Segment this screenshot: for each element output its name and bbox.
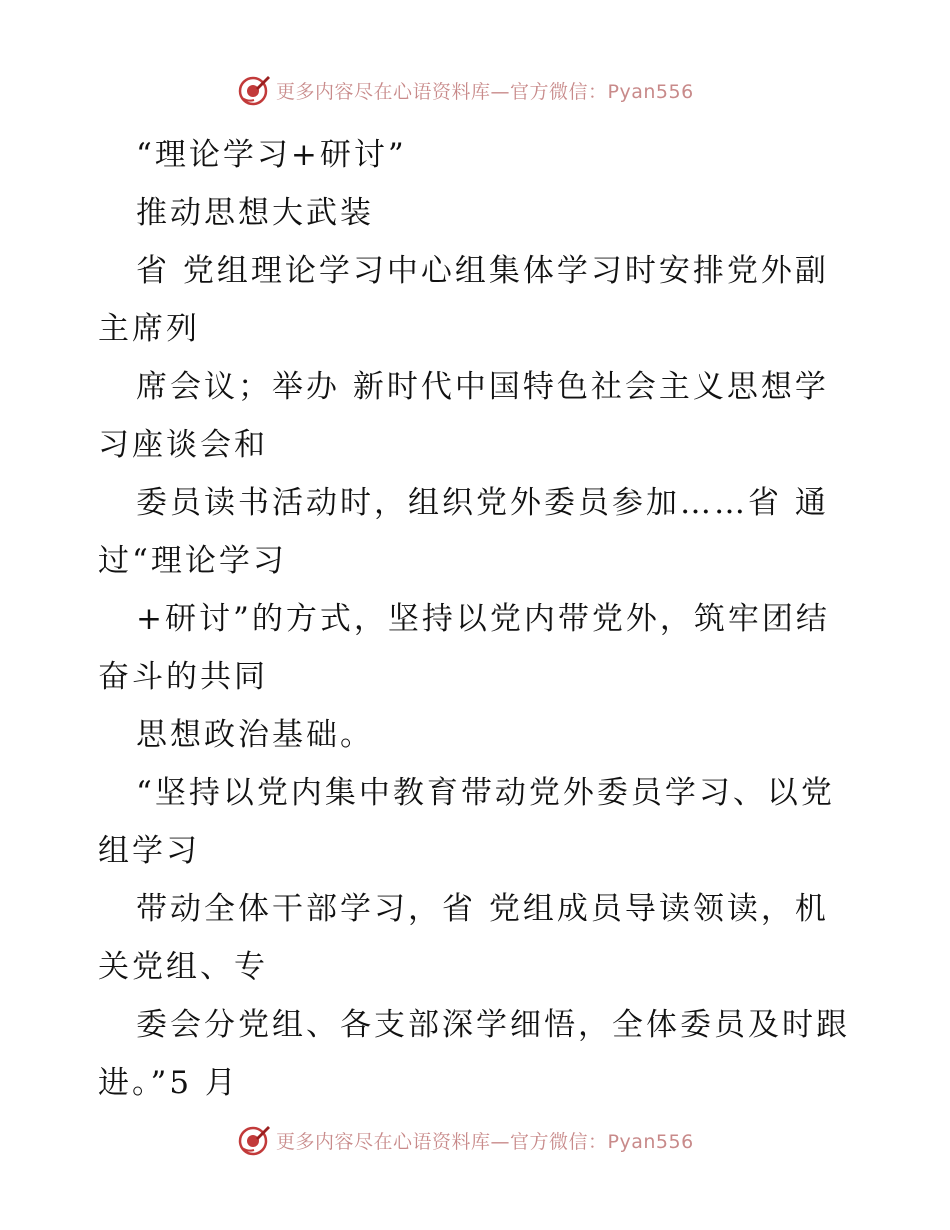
text-line: 委会分党组、各支部深学细悟，全体委员及时跟	[136, 1007, 850, 1043]
text-line: “坚持以党内集中教育带动党外委员学习、以党	[136, 775, 835, 811]
body-text	[98, 126, 858, 1112]
header-watermark	[236, 72, 694, 108]
text-line: 省 党组理论学习中心组集体学习时安排党外副	[136, 253, 829, 289]
footer-watermark	[236, 1122, 694, 1158]
text-line: +研讨”的方式，坚持以党内带党外，筑牢团结	[136, 601, 830, 637]
watermark-text: 更多内容尽在心语资料库—官方微信：Pyan556	[276, 1130, 694, 1153]
text-line: 过“理论学习	[98, 543, 287, 579]
text-line: 思想政治基础。	[136, 717, 374, 753]
text-line: 进。”5 月	[98, 1065, 239, 1101]
text-line: “理论学习+研讨”	[136, 137, 407, 173]
watermark-text: 更多内容尽在心语资料库—官方微信：Pyan556	[276, 80, 694, 103]
text-line: 主席列	[98, 311, 200, 347]
pen-logo-icon	[236, 72, 272, 108]
text-line: 奋斗的共同	[98, 659, 268, 695]
text-line: 习座谈会和	[98, 427, 268, 463]
text-line: 推动思想大武装	[136, 195, 374, 231]
text-line: 委员读书活动时，组织党外委员参加……省 通	[136, 485, 829, 521]
pen-logo-icon	[236, 1122, 272, 1158]
text-line: 席会议；举办 新时代中国特色社会主义思想学	[136, 369, 829, 405]
text-line: 带动全体干部学习，省 党组成员导读领读，机	[136, 891, 829, 927]
text-line: 组学习	[98, 833, 200, 869]
text-line: 关党组、专	[98, 949, 268, 985]
